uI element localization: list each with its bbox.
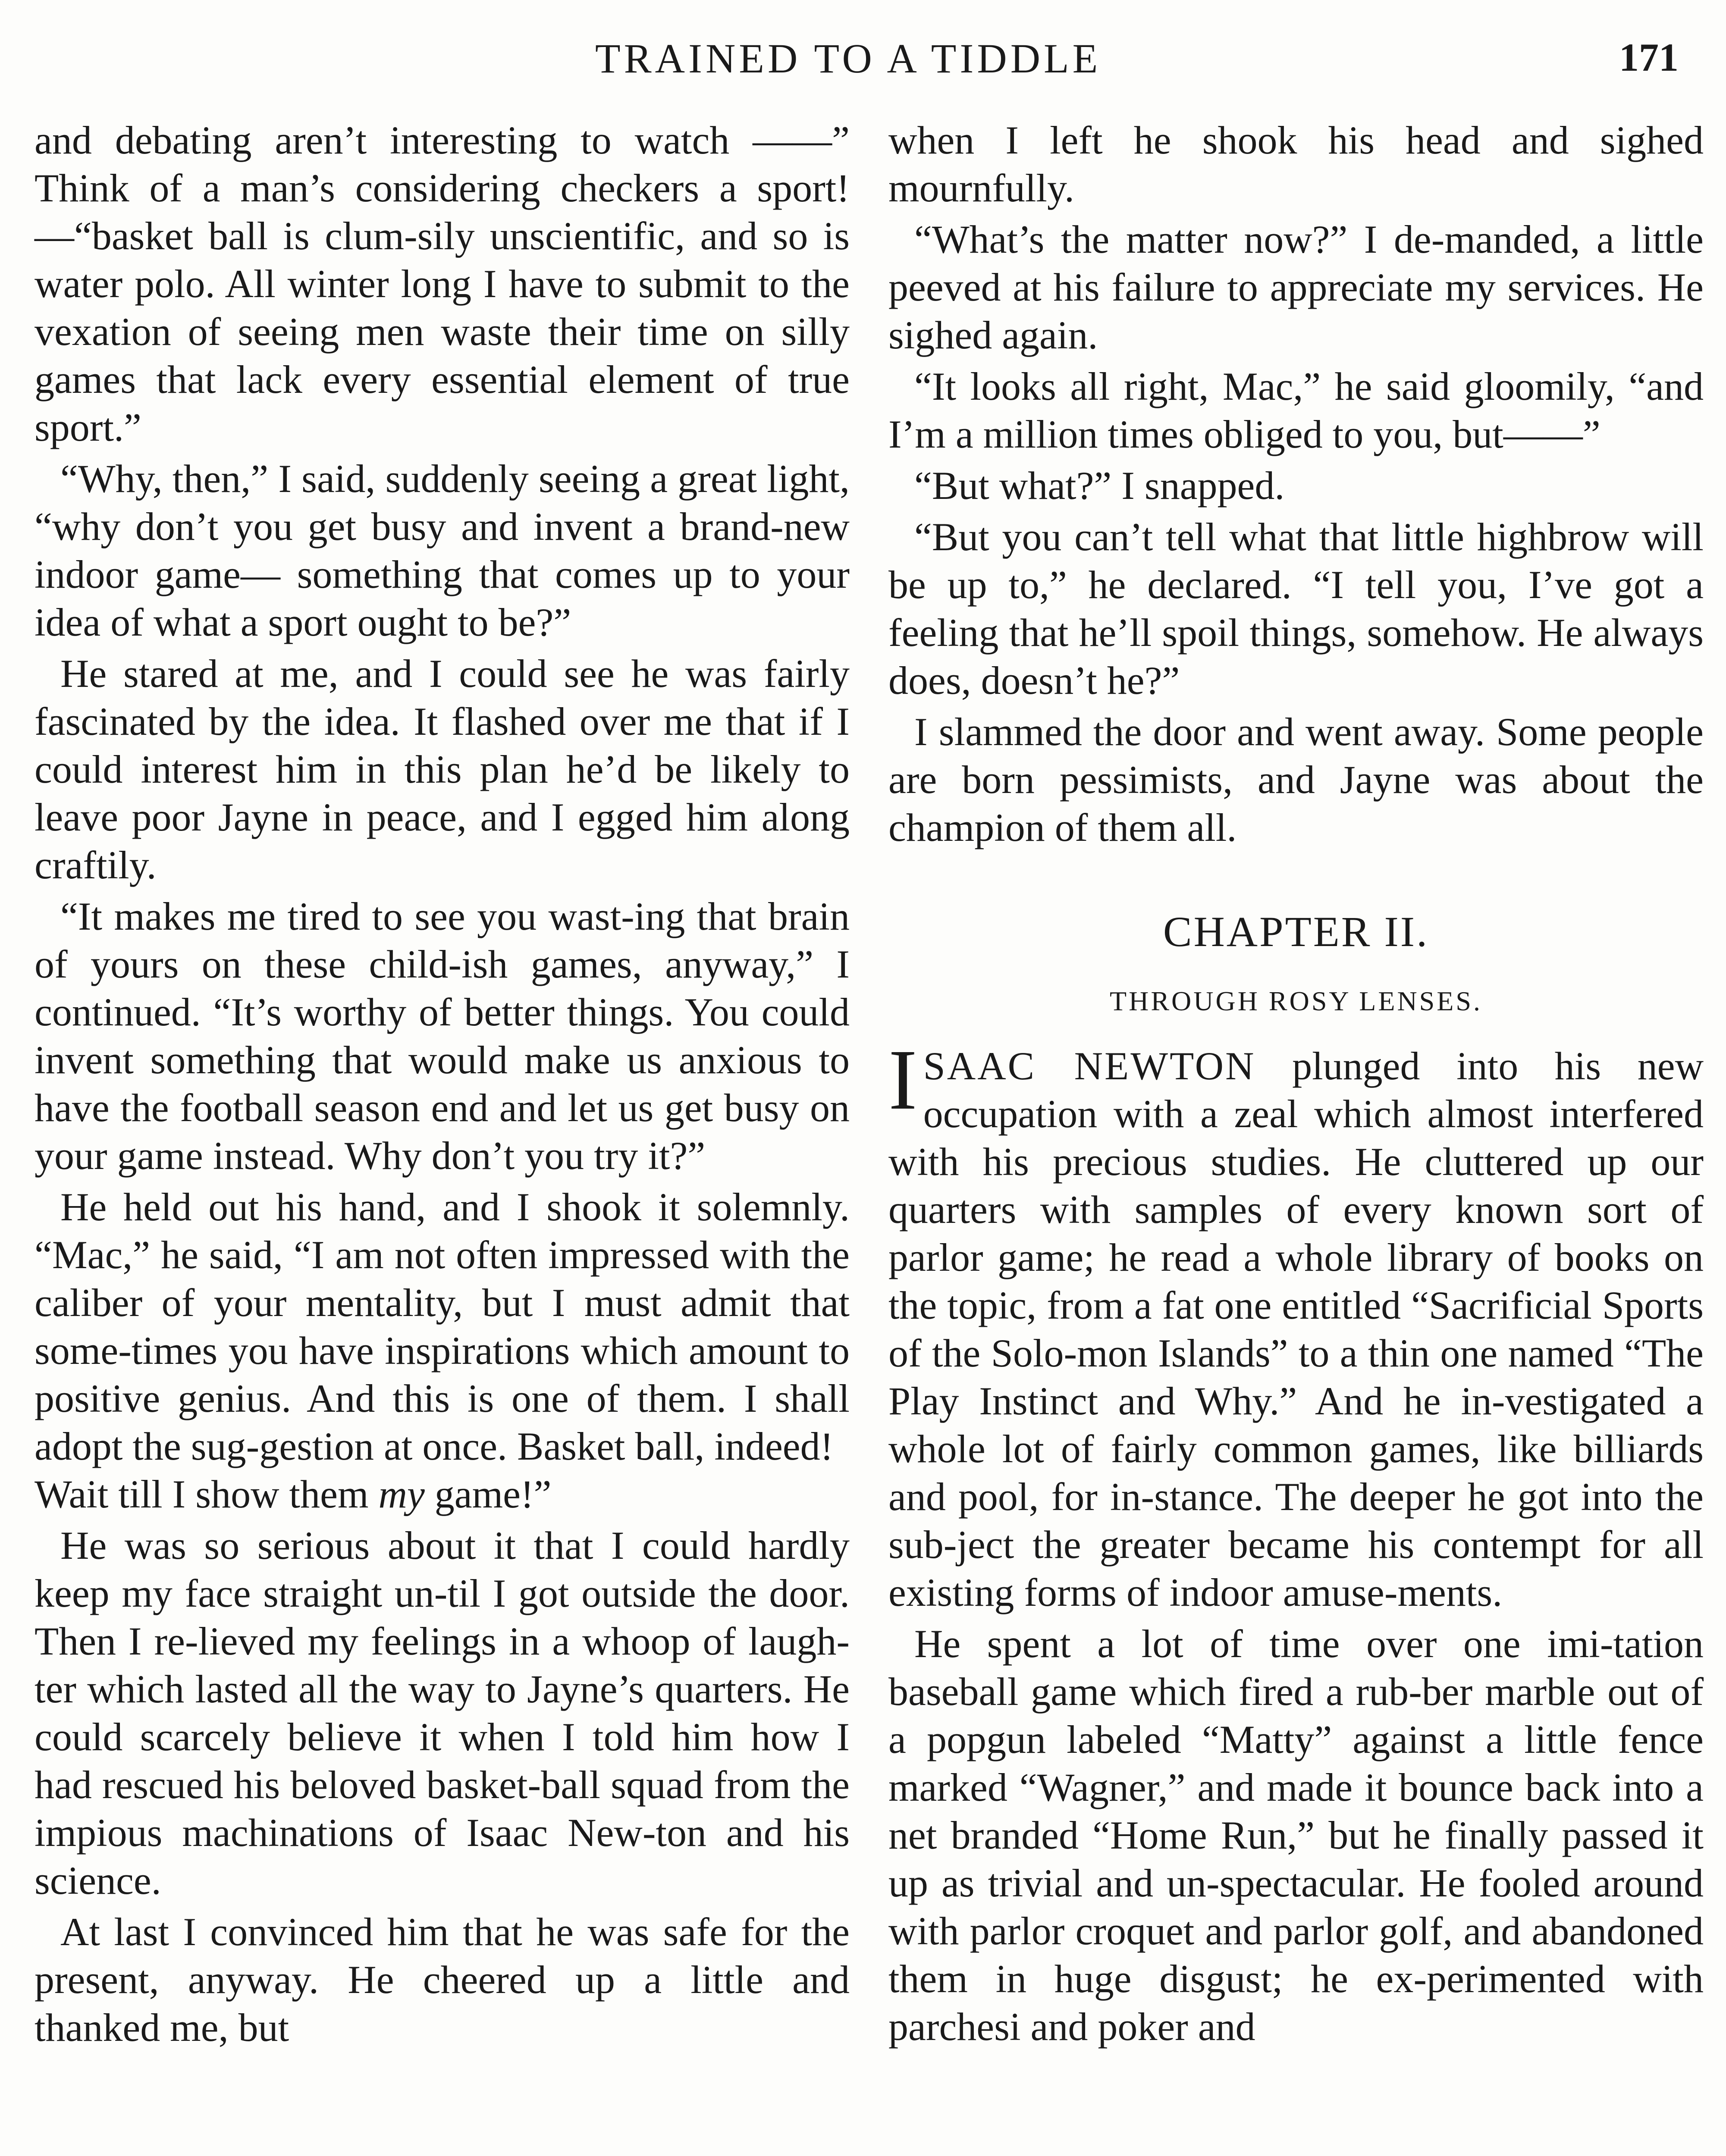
chapter-opening-paragraph (888, 1032, 1704, 1617)
running-header (35, 34, 1691, 95)
paragraph: He stared at me, and I could see he was fairly fascinated by the idea. It flashed over me that if I could interest him in this plan he’d be likely to leave poor Jayne in peace, and I egged him along craftily. (35, 652, 850, 887)
left-column (35, 116, 850, 2055)
paragraph: He was so serious about it that I could hardly keep my face straight un-til I got outside the door. Then I re-lieved my feelings in a whoop of laugh-ter which lasted all the way to Jayne’s quarters. He could scarcely believe it when I told him how I had rescued his beloved basket-ball squad from the impious machinations of Isaac New-ton and his science. (35, 1523, 850, 1902)
lead-caps: SAAC NEWTON (923, 1044, 1256, 1088)
paragraph-continuation (35, 1470, 850, 1518)
paragraph-text: He held out his hand, and I shook it solemnly. “Mac,” he said, “I am not often impressed with the caliber of your mentality, but I must admit that some-times you have inspirations which amount to positive genius. And this is one of them. I shall adopt the sug-gestion at once. Basket ball, indeed! (35, 1185, 850, 1468)
paragraph (35, 1183, 850, 1470)
paragraph: and debating aren’t interesting to watch ——” Think of a man’s considering checkers a sport!—“basket ball is clum-sily unscientific, and so is water polo. All winter long I have to submit to the vexation of seeing men waste their time on silly games that lack every essential element of true sport.” (35, 118, 850, 449)
chapter-heading: CHAPTER II. (1163, 908, 1429, 956)
paragraph: when I left he shook his head and sighed mournfully. (888, 118, 1704, 210)
drop-cap: I (888, 1032, 917, 1128)
chapter-subtitle: THROUGH ROSY LENSES. (1110, 986, 1482, 1016)
running-title: TRAINED TO A TIDDLE (595, 35, 1102, 81)
paragraph: “But you can’t tell what that little highbrow will be up to,” he declared. “I tell you, I’ve got a feeling that he’ll spoil things, somehow. He always does, doesn’t he?” (888, 515, 1704, 702)
paragraph: “It looks all right, Mac,” he said gloomily, “and I’m a million times obliged to you, but——” (888, 364, 1704, 456)
paragraph: “But what?” I snapped. (914, 464, 1285, 508)
page-number: 171 (1619, 35, 1679, 79)
paragraph: He spent a lot of time over one imi-tation baseball game which fired a rub-ber marble out of a popgun labeled “Matty” against a little fence marked “Wagner,” and made it bounce back into a net branded “Home Run,” but he finally passed it up as trivial and un-spectacular. He fooled around with parlor croquet and parlor golf, and abandoned them in huge disgust; he ex-perimented with parchesi and poker and (888, 1622, 1704, 2049)
paragraph: I slammed the door and went away. Some people are born pessimists, and Jayne was about the champion of them all. (888, 710, 1704, 849)
emphasis-text: my (378, 1472, 425, 1516)
paragraph-text: plunged into his new occupation with a zeal which almost interfered with his precious studies. He cluttered up our quarters with samples of every known sort of parlor game; he read a whole library of books on the topic, from a fat one entitled “Sacrificial Sports of the Solo-mon Islands” to a thin one named “The Play Instinct and Why.” And he in-vestigated a whole lot of fairly common games, like billiards and pool, for in-stance. The deeper he got into the sub-ject the greater became his contempt for all existing forms of indoor amuse-ments. (888, 1044, 1704, 1614)
wait-text-end: game!” (424, 1472, 552, 1516)
paragraph: “What’s the matter now?” I de-manded, a little peeved at his failure to appreciate my services. He sighed again. (888, 217, 1704, 357)
paragraph: “It makes me tired to see you wast-ing that brain of yours on these child-ish games, anyway,” I continued. “It’s worthy of better things. You could invent something that would make us anxious to have the football season end and let us get busy on your game instead. Why don’t you try it?” (35, 894, 850, 1178)
right-column (888, 116, 1704, 2054)
paragraph: At last I convinced him that he was safe for the present, anyway. He cheered up a little and thanked me, but (35, 1910, 850, 2049)
wait-text: Wait till I show them (35, 1472, 379, 1516)
paragraph: “Why, then,” I said, suddenly seeing a great light, “why don’t you get busy and invent a brand-new indoor game— something that comes up to your idea of what a sport ought to be?” (35, 457, 850, 644)
